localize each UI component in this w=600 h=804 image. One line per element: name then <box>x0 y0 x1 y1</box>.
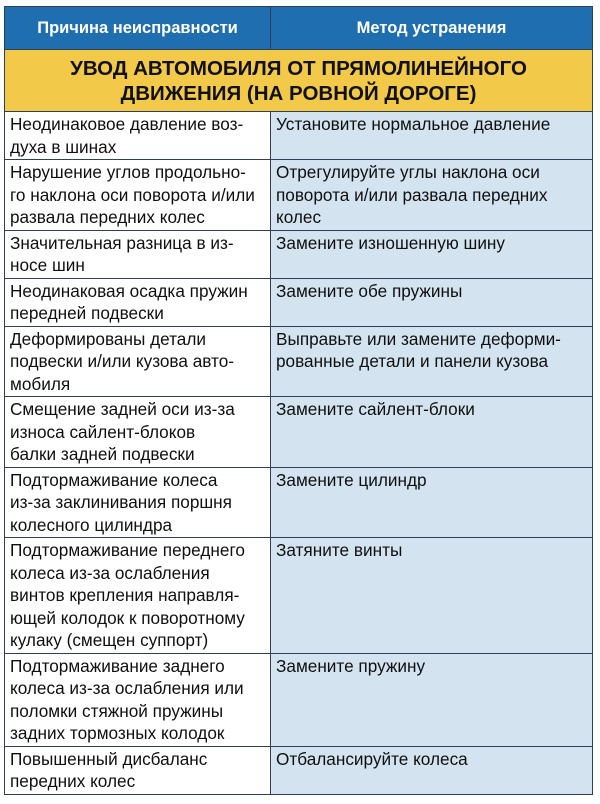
fix-cell <box>271 397 593 468</box>
fix-cell-line: Отбалансируйте колеса <box>276 748 468 769</box>
cause-cell-line: мобиля <box>10 373 71 394</box>
cause-cell <box>5 326 271 397</box>
section-title <box>5 50 593 112</box>
fix-cell <box>271 538 593 654</box>
cause-cell-line: колеса из-за ослабления <box>10 562 210 583</box>
cause-cell <box>5 538 271 654</box>
cause-cell-line: ющей колодок к поворотному <box>10 607 245 628</box>
fix-cell-line: Замените изношенную шину <box>276 232 506 253</box>
cause-cell <box>5 397 271 468</box>
table-row <box>5 112 593 160</box>
cause-cell-line: Неодинаковое давление воз- <box>10 114 244 134</box>
table-row <box>5 326 593 397</box>
fix-cell <box>271 326 593 397</box>
cause-cell <box>5 160 271 231</box>
cause-cell-line: поломки стяжной пружины <box>10 700 224 721</box>
cause-cell-line: колесного цилиндра <box>10 514 173 535</box>
cause-cell-line: го наклона оси поворота и/или <box>10 184 255 205</box>
fix-cell <box>271 653 593 746</box>
table-row <box>5 538 593 654</box>
section-title-row <box>5 50 593 112</box>
fix-cell-line: Установите нормальное давление <box>276 114 551 134</box>
column-header-fix: Метод устранения <box>271 7 593 50</box>
cause-cell-line: передней подвески <box>10 303 164 323</box>
cause-cell-line: задних тормозных колодок <box>10 723 225 743</box>
cause-cell-line: износа сайлент-блоков <box>10 421 196 442</box>
fix-cell-line: колес <box>276 207 322 227</box>
cause-cell <box>5 467 271 538</box>
fix-cell-line: Замените сайлент-блоки <box>276 399 475 419</box>
cause-cell-line: Деформированы детали <box>10 328 206 349</box>
table-row <box>5 653 593 746</box>
fix-cell-line: Затяните винты <box>276 540 403 560</box>
cause-cell-line: из-за заклинивания поршня <box>10 492 232 512</box>
cause-cell-line: духа в шинах <box>10 136 117 157</box>
fix-cell <box>271 112 593 160</box>
fix-cell <box>271 230 593 278</box>
cause-cell-line: Смещение задней оси из-за <box>10 399 235 419</box>
fix-cell-line: поворота и/или развала передних <box>276 184 548 205</box>
column-header-cause: Причина неисправности <box>5 7 271 50</box>
cause-cell-line: передних колес <box>10 771 136 791</box>
cause-cell-line: винтов крепления направля- <box>10 585 240 605</box>
cause-cell-line: Нарушение углов продольно- <box>10 162 246 182</box>
table-row <box>5 397 593 468</box>
cause-cell <box>5 653 271 746</box>
cause-cell <box>5 112 271 160</box>
fix-cell-line: Замените цилиндр <box>276 469 427 490</box>
table-row <box>5 160 593 231</box>
header-row <box>5 7 593 50</box>
fix-cell-line: Отрегулируйте углы наклона оси <box>276 162 540 182</box>
fix-cell <box>271 467 593 538</box>
cause-cell-line: Подтормаживание переднего <box>10 540 245 560</box>
fix-cell-line: Замените обе пружины <box>276 280 463 301</box>
fix-cell-line: рованные детали и панели кузова <box>276 351 549 371</box>
section-title-line: ДВИЖЕНИЯ (НА РОВНОЙ ДОРОГЕ) <box>120 82 477 105</box>
fix-cell-line: Выправьте или замените деформи- <box>276 328 561 349</box>
fix-cell-line: Замените пружину <box>276 655 426 676</box>
cause-cell-line: Значительная разница в из- <box>10 232 234 253</box>
fix-cell <box>271 160 593 231</box>
cause-cell <box>5 278 271 326</box>
fault-table <box>4 6 593 795</box>
section-title-line: УВОД АВТОМОБИЛЯ ОТ ПРЯМОЛИНЕЙНОГО <box>70 57 527 80</box>
cause-cell-line: носе шин <box>10 255 85 275</box>
cause-cell-line: развала передних колес <box>10 207 205 227</box>
fix-cell <box>271 746 593 794</box>
cause-cell-line: балки задней подвески <box>10 444 195 464</box>
cause-cell <box>5 230 271 278</box>
cause-cell-line: Неодинаковая осадка пружин <box>10 280 248 301</box>
cause-cell-line: кулаку (смещен суппорт) <box>10 630 209 650</box>
table-row <box>5 746 593 794</box>
cause-cell <box>5 746 271 794</box>
cause-cell-line: Повышенный дисбаланс <box>10 748 208 769</box>
table-row <box>5 278 593 326</box>
fix-cell <box>271 278 593 326</box>
cause-cell-line: Подтормаживание колеса <box>10 469 218 490</box>
cause-cell-line: колеса из-за ослабления или <box>10 678 244 698</box>
table-row <box>5 230 593 278</box>
cause-cell-line: подвески и/или кузова авто- <box>10 351 234 371</box>
cause-cell-line: Подтормаживание заднего <box>10 655 225 676</box>
table-row <box>5 467 593 538</box>
